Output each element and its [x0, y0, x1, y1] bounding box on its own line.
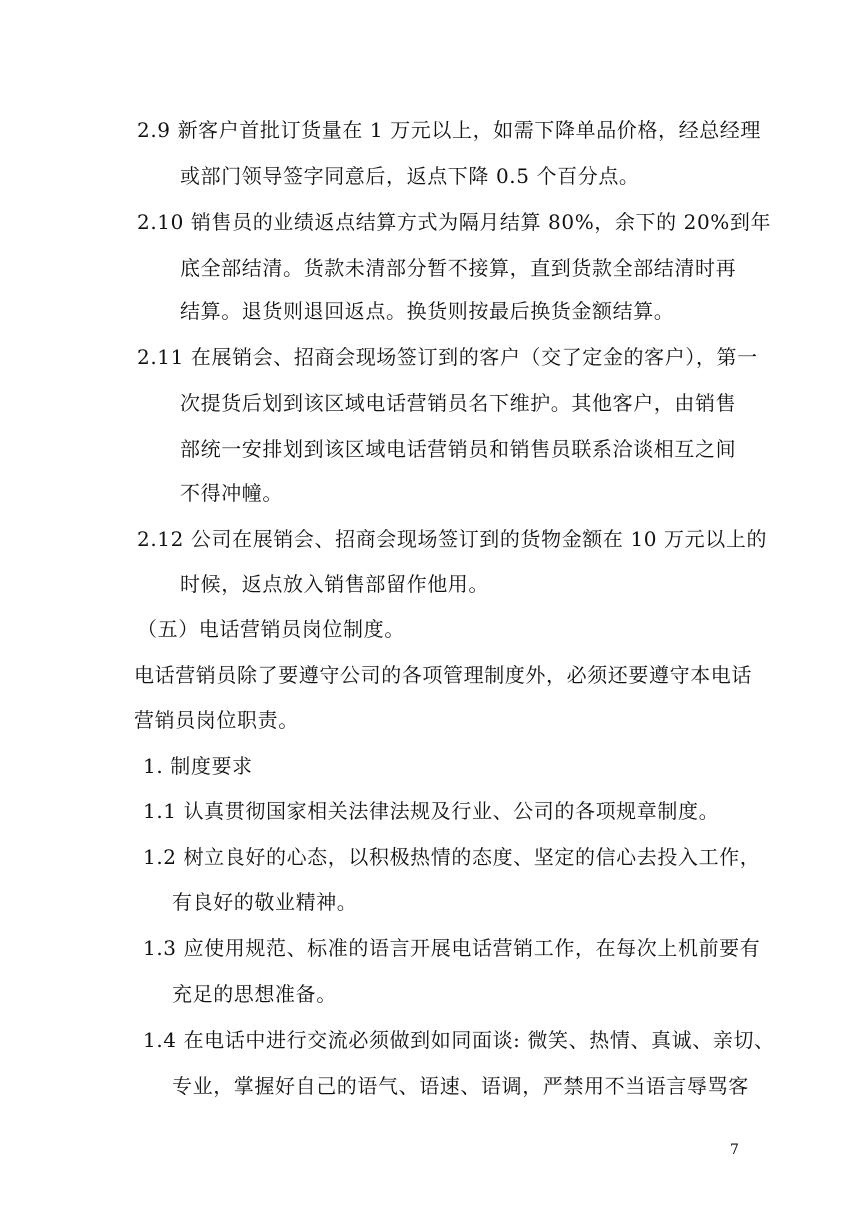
clause-2-10-line-2: 底全部结清。货款未清部分暂不接算，直到货款全部结清时再: [180, 256, 737, 280]
item-1-4-line-1: 1.4 在电话中进行交流必须做到如同面谈: 微笑、热情、真诚、亲切、: [143, 1028, 775, 1052]
clause-2-9-line-1: 2.9 新客户首批订货量在 1 万元以上，如需下降单品价格，经总经理: [137, 118, 762, 142]
clause-2-11-line-4: 不得冲幢。: [180, 481, 283, 505]
item-1-2-line-2: 有良好的敬业精神。: [172, 890, 358, 914]
item-1-2-line-1: 1.2 树立良好的心态，以积极热情的态度、坚定的信心去投入工作，: [143, 845, 761, 869]
clause-2-10-line-1: 2.10 销售员的业绩返点结算方式为隔月结算 80%，余下的 20%到年: [137, 210, 772, 234]
item-1-3-line-1: 1.3 应使用规范、标准的语言开展电话营销工作，在每次上机前要有: [143, 936, 761, 960]
clause-2-9-line-2: 或部门领导签字同意后，返点下降 0.5 个百分点。: [180, 164, 640, 188]
page-number: 7: [730, 1142, 739, 1158]
clause-2-11-line-3: 部统一安排划到该区域电话营销员和销售员联系洽谈相互之间: [180, 437, 737, 461]
intro-line-1: 电话营销员除了要遵守公司的各项管理制度外，必须还要遵守本电话: [134, 663, 752, 687]
item-1-3-line-2: 充足的思想准备。: [172, 982, 337, 1006]
clause-2-11-line-1: 2.11 在展销会、招商会现场签订到的客户（交了定金的客户），第一: [137, 345, 758, 369]
item-1-4-line-2: 专业，掌握好自己的语气、语速、语调，严禁用不当语言辱骂客: [172, 1074, 749, 1098]
clause-2-12-line-1: 2.12 公司在展销会、招商会现场签订到的货物金额在 10 万元以上的: [137, 527, 768, 551]
clause-2-11-line-2: 次提货后划到该区域电话营销员名下维护。其他客户，由销售: [180, 391, 737, 415]
clause-2-10-line-3: 结算。退货则退回返点。换货则按最后换货金额结算。: [180, 299, 675, 323]
subheading-requirements: 1. 制度要求: [143, 754, 253, 778]
intro-line-2: 营销员岗位职责。: [134, 708, 299, 732]
section-heading: （五）电话营销员岗位制度。: [137, 617, 405, 641]
item-1-1: 1.1 认真贯彻国家相关法律法规及行业、公司的各项规章制度。: [143, 799, 720, 823]
clause-2-12-line-2: 时候，返点放入销售部留作他用。: [180, 572, 489, 596]
